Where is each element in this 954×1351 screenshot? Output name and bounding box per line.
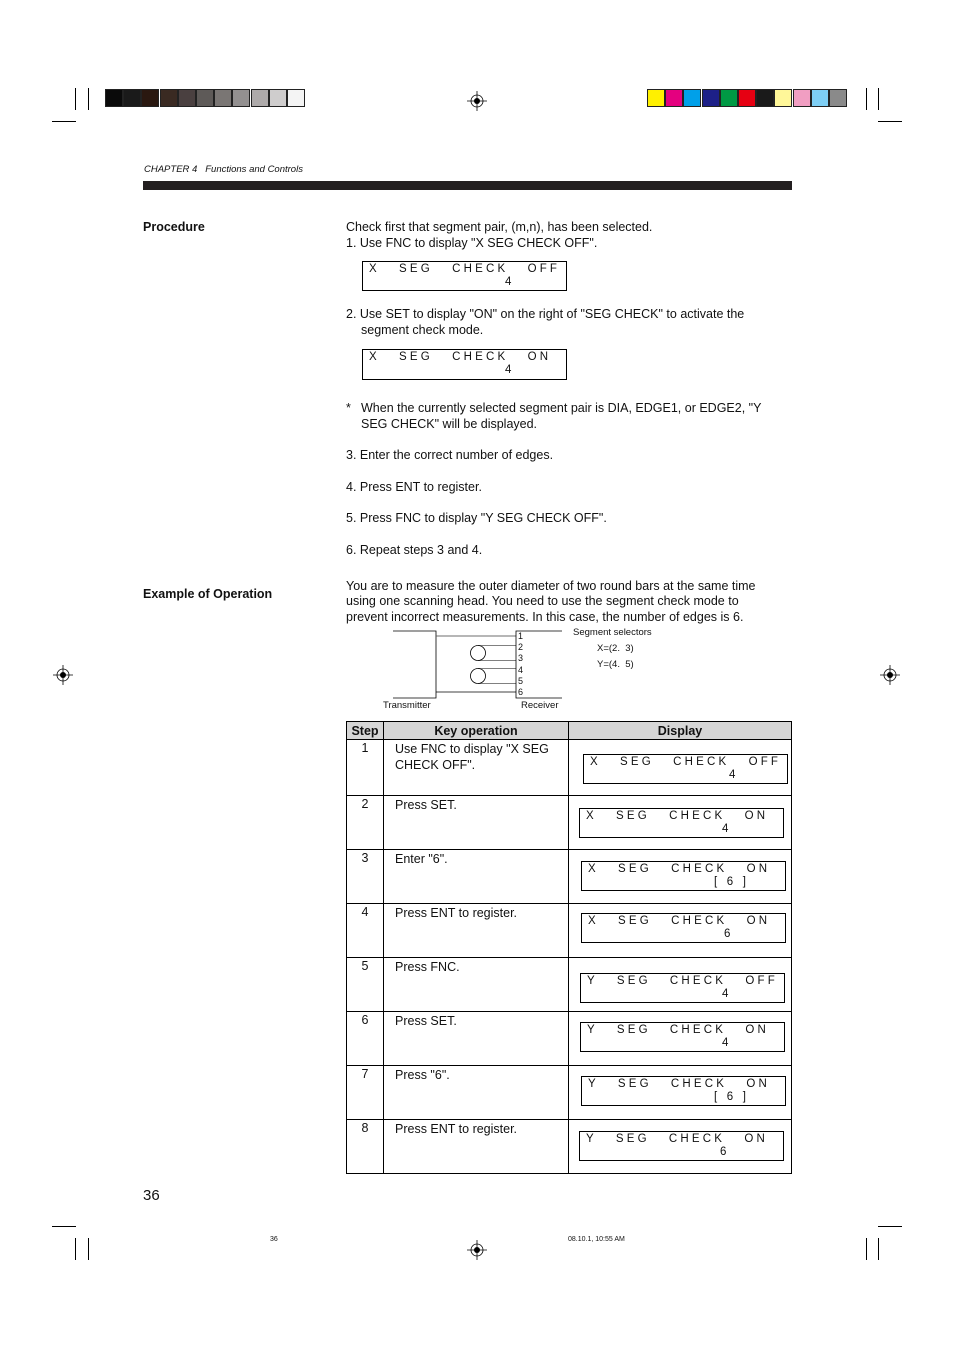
color-swatch	[251, 89, 269, 107]
lcd-display	[581, 913, 786, 943]
color-swatch	[720, 89, 738, 107]
edge-number: 3	[518, 653, 524, 664]
display-cell	[569, 740, 792, 796]
table-row	[347, 1120, 792, 1174]
procedure-step-1: 1. Use FNC to display "X SEG CHECK OFF".	[346, 236, 598, 250]
procedure-step-6: 6. Repeat steps 3 and 4.	[346, 543, 483, 557]
table-row	[347, 740, 792, 796]
slug-page: 36	[270, 1236, 278, 1243]
color-swatch	[738, 89, 756, 107]
procedure-step-2-cont: segment check mode.	[361, 323, 484, 337]
lcd-line-2: 4	[505, 276, 515, 288]
color-swatch	[683, 89, 701, 107]
page-number: 36	[143, 1187, 160, 1204]
color-swatch	[160, 89, 178, 107]
registration-mark-icon	[880, 665, 900, 685]
receiver-label: Receiver	[521, 700, 559, 711]
procedure-step-2: 2. Use SET to display "ON" on the right of "SEG CHECK" to activate the	[346, 307, 745, 321]
color-swatch	[196, 89, 214, 107]
column-header-key-operation: Key operation	[384, 722, 569, 740]
lcd-line-1: X SEG CHECK OFF	[590, 756, 782, 768]
segment-selectors-title: Segment selectors	[573, 627, 652, 638]
lcd-line-1: Y SEG CHECK OFF	[587, 975, 778, 987]
key-operation-cell: Press ENT to register.	[384, 1120, 569, 1174]
lcd-line-1: X SEG CHECK ON	[369, 351, 552, 363]
edge-number: 5	[518, 675, 524, 686]
note-asterisk: *	[346, 401, 351, 415]
procedure-step-4: 4. Press ENT to register.	[346, 480, 482, 494]
lcd-display	[581, 1076, 786, 1106]
lcd-line-1: X SEG CHECK ON	[588, 915, 771, 927]
edge-number: 2	[518, 642, 524, 653]
column-header-step: Step	[347, 722, 384, 740]
display-cell	[569, 796, 792, 850]
note-line-2: SEG CHECK" will be displayed.	[361, 417, 538, 431]
x-selector: X=(2. 3)	[597, 643, 634, 654]
procedure-step-5: 5. Press FNC to display "Y SEG CHECK OFF".	[346, 511, 607, 525]
display-cell	[569, 1120, 792, 1174]
section-label: Functions and Controls	[205, 164, 303, 175]
key-operation-cell: Enter "6".	[384, 850, 569, 904]
step-cell: 6	[347, 1012, 384, 1066]
lcd-display	[583, 754, 788, 784]
color-swatch	[287, 89, 305, 107]
lcd-line-2: 6	[720, 1146, 730, 1158]
lcd-line-1: Y SEG CHECK ON	[587, 1024, 770, 1036]
display-cell	[569, 958, 792, 1012]
procedure-intro: Check first that segment pair, (m,n), has been selected.	[346, 220, 653, 234]
color-swatch	[665, 89, 683, 107]
color-swatch	[178, 89, 196, 107]
lcd-line-2: 4	[722, 823, 732, 835]
edge-numbers	[518, 631, 523, 698]
example-heading: Example of Operation	[143, 587, 273, 601]
lcd-display	[580, 1022, 785, 1052]
example-text-line-1: You are to measure the outer diameter of two round bars at the same time	[346, 579, 756, 593]
lcd-line-2: 6	[724, 928, 734, 940]
lcd-line-1: Y SEG CHECK ON	[588, 1078, 771, 1090]
lcd-line-1: X SEG CHECK OFF	[369, 263, 561, 275]
display-cell	[569, 904, 792, 958]
chapter-label: CHAPTER 4	[144, 164, 198, 175]
color-swatch	[702, 89, 720, 107]
key-operation-cell: Press FNC.	[384, 958, 569, 1012]
table-row	[347, 850, 792, 904]
color-swatch	[232, 89, 250, 107]
lcd-line-2: 4	[722, 1037, 732, 1049]
y-selector: Y=(4. 5)	[597, 659, 634, 670]
edge-number: 1	[518, 631, 524, 641]
lcd-line-1: X SEG CHECK ON	[588, 863, 771, 875]
key-operation-cell: Press SET.	[384, 1012, 569, 1066]
registration-mark-icon	[467, 1240, 487, 1260]
display-cell	[569, 1066, 792, 1120]
example-text-line-3: prevent incorrect measurements. In this case, the number of edges is 6.	[346, 610, 744, 624]
lcd-display	[362, 349, 567, 380]
registration-mark-icon	[467, 91, 487, 111]
step-cell: 4	[347, 904, 384, 958]
lcd-display	[580, 973, 785, 1003]
lcd-display	[579, 1131, 784, 1161]
table-header-row	[347, 722, 792, 740]
display-cell	[569, 850, 792, 904]
key-operation-cell: Press "6".	[384, 1066, 569, 1120]
display-cell	[569, 1012, 792, 1066]
running-header	[144, 164, 303, 175]
color-swatch	[269, 89, 287, 107]
step-cell: 3	[347, 850, 384, 904]
color-swatch	[811, 89, 829, 107]
procedure-step-3: 3. Enter the correct number of edges.	[346, 448, 554, 462]
color-swatch	[793, 89, 811, 107]
color-swatch	[105, 89, 123, 107]
step-cell: 5	[347, 958, 384, 1012]
lcd-line-1: X SEG CHECK ON	[586, 810, 769, 822]
step-cell: 8	[347, 1120, 384, 1174]
transmitter-label: Transmitter	[383, 700, 431, 711]
edge-number: 4	[518, 664, 524, 675]
lcd-line-1: Y SEG CHECK ON	[586, 1133, 769, 1145]
procedure-heading: Procedure	[143, 220, 205, 234]
lcd-display	[579, 808, 784, 838]
lcd-display	[362, 261, 567, 291]
color-swatch	[214, 89, 232, 107]
color-swatch	[141, 89, 159, 107]
table-row	[347, 1012, 792, 1066]
lcd-line-2: [ 6 ]	[714, 876, 750, 888]
color-swatch	[774, 89, 792, 107]
edge-number: 6	[518, 687, 524, 698]
color-swatch	[123, 89, 141, 107]
registration-mark-icon	[53, 665, 73, 685]
step-cell: 2	[347, 796, 384, 850]
key-operation-cell: Use FNC to display "X SEG CHECK OFF".	[384, 740, 569, 796]
slug-timestamp: 08.10.1, 10:55 AM	[568, 1236, 625, 1243]
color-swatch	[647, 89, 665, 107]
step-cell: 1	[347, 740, 384, 796]
note-line-1: When the currently selected segment pair is DIA, EDGE1, or EDGE2, "Y	[361, 401, 762, 415]
lcd-line-2: 4	[505, 364, 515, 376]
lcd-line-2: 4	[729, 769, 739, 781]
operation-table	[346, 721, 792, 1174]
lcd-line-2: [ 6 ]	[714, 1091, 750, 1103]
step-cell: 7	[347, 1066, 384, 1120]
column-header-display: Display	[569, 722, 792, 740]
example-text-line-2: using one scanning head. You need to use the segment check mode to	[346, 594, 739, 608]
table-row	[347, 1066, 792, 1120]
color-swatch	[756, 89, 774, 107]
header-rule	[143, 181, 792, 190]
table-row	[347, 796, 792, 850]
color-swatch	[829, 89, 847, 107]
table-row	[347, 958, 792, 1012]
key-operation-cell: Press SET.	[384, 796, 569, 850]
lcd-display	[581, 861, 786, 891]
table-row	[347, 904, 792, 958]
key-operation-cell: Press ENT to register.	[384, 904, 569, 958]
lcd-line-2: 4	[722, 988, 732, 1000]
